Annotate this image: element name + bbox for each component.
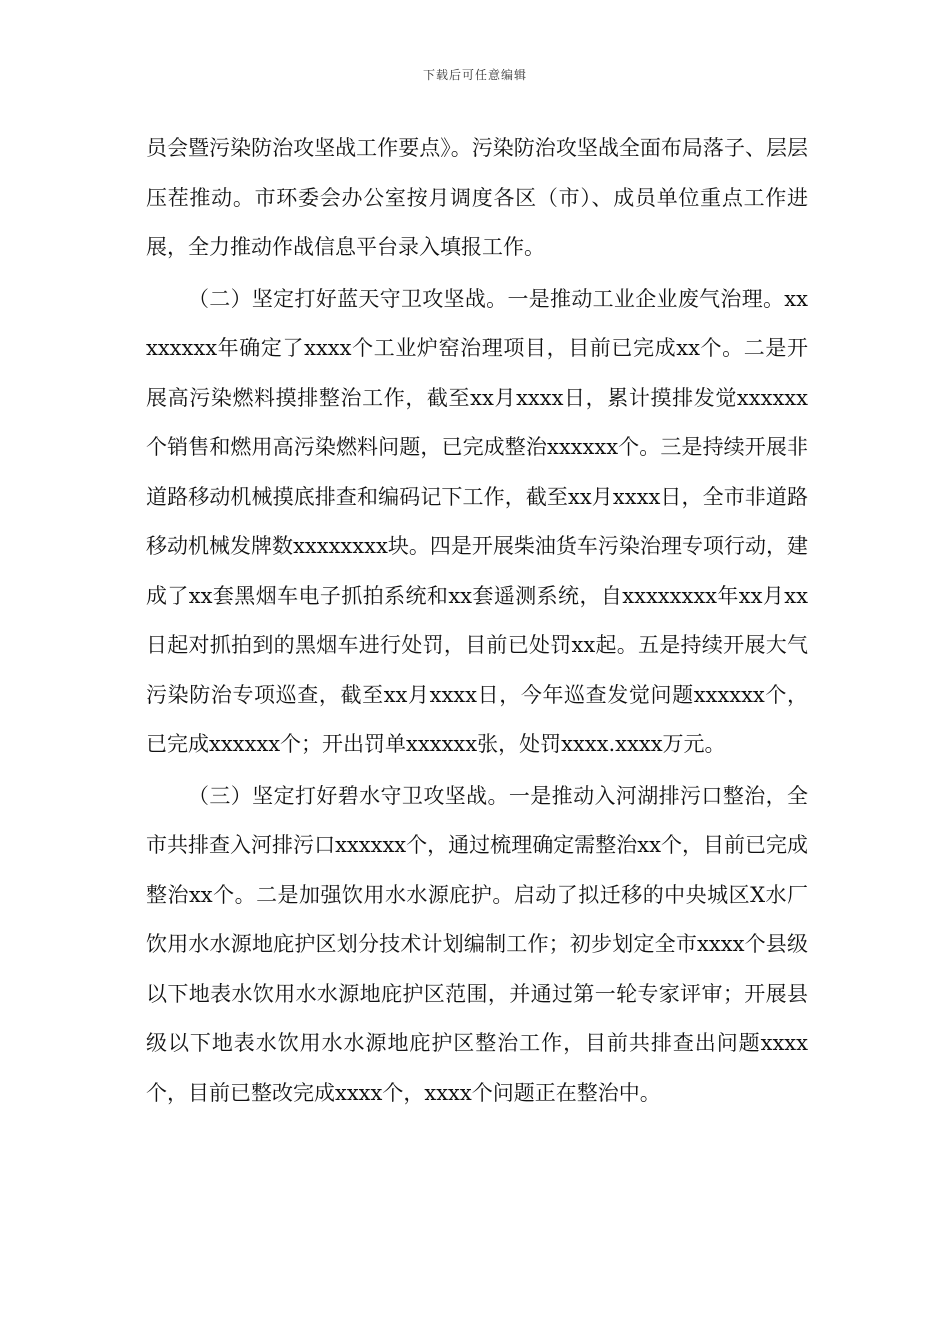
paragraph-clear-water: （三）坚定打好碧水守卫攻坚战。一是推动入河湖排污口整治，全市共排查入河排污口xxxxxx个，通过梳理确定需整治xx个，目前已完成整治xx个。二是加强饮用水水源庇护。启动了拟迁移的中央城区X水厂饮用水水源地庇护区划分技术计划编制工作；初步划定全市xxxx个县级以下地表水饮用水水源地庇护区范围，并通过第一轮专家评审；开展县级以下地表水饮用水水源地庇护区整治工作，目前共排查出问题xxxx个，目前已整改完成xxxx个，xxxx个问题正在整治中。 — [146, 783, 808, 1105]
paragraph-blue-sky: （二）坚定打好蓝天守卫攻坚战。一是推动工业企业废气治理。xxxxxxxx年确定了xxxx个工业炉窑治理项目，目前已完成xx个。二是开展高污染燃料摸排整治工作，截至xx月xxxx日，累计摸排发觉xxxxxx个销售和燃用高污染燃料问题，已完成整治xxxxxx个。三是持续开展非道路移动机械摸底排查和编码记下工作，截至xx月xxxx日，全市非道路移动机械发牌数xxxxxxxx块。四是开展柴油货车污染治理专项行动，建成了xx套黑烟车电子抓拍系统和xx套遥测系统，自xxxxxxxx年xx月xx日起对抓拍到的黑烟车进行处罚，目前已处罚xx起。五是持续开展大气污染防治专项巡查，截至xx月xxxx日，今年巡查发觉问题xxxxxx个，已完成xxxxxx个；开出罚单xxxxxx张，处罚xxxx.xxxx万元。 — [146, 286, 808, 756]
page-header: 下载后可任意编辑 — [422, 68, 527, 82]
paragraph-continuation: 员会暨污染防治攻坚战工作要点》。污染防治攻坚战全面布局落子、层层压茬推动。市环委会办公室按月调度各区（市）、成员单位重点工作进展，全力推动作战信息平台录入填报工作。 — [146, 136, 808, 259]
document-body — [146, 124, 808, 1120]
